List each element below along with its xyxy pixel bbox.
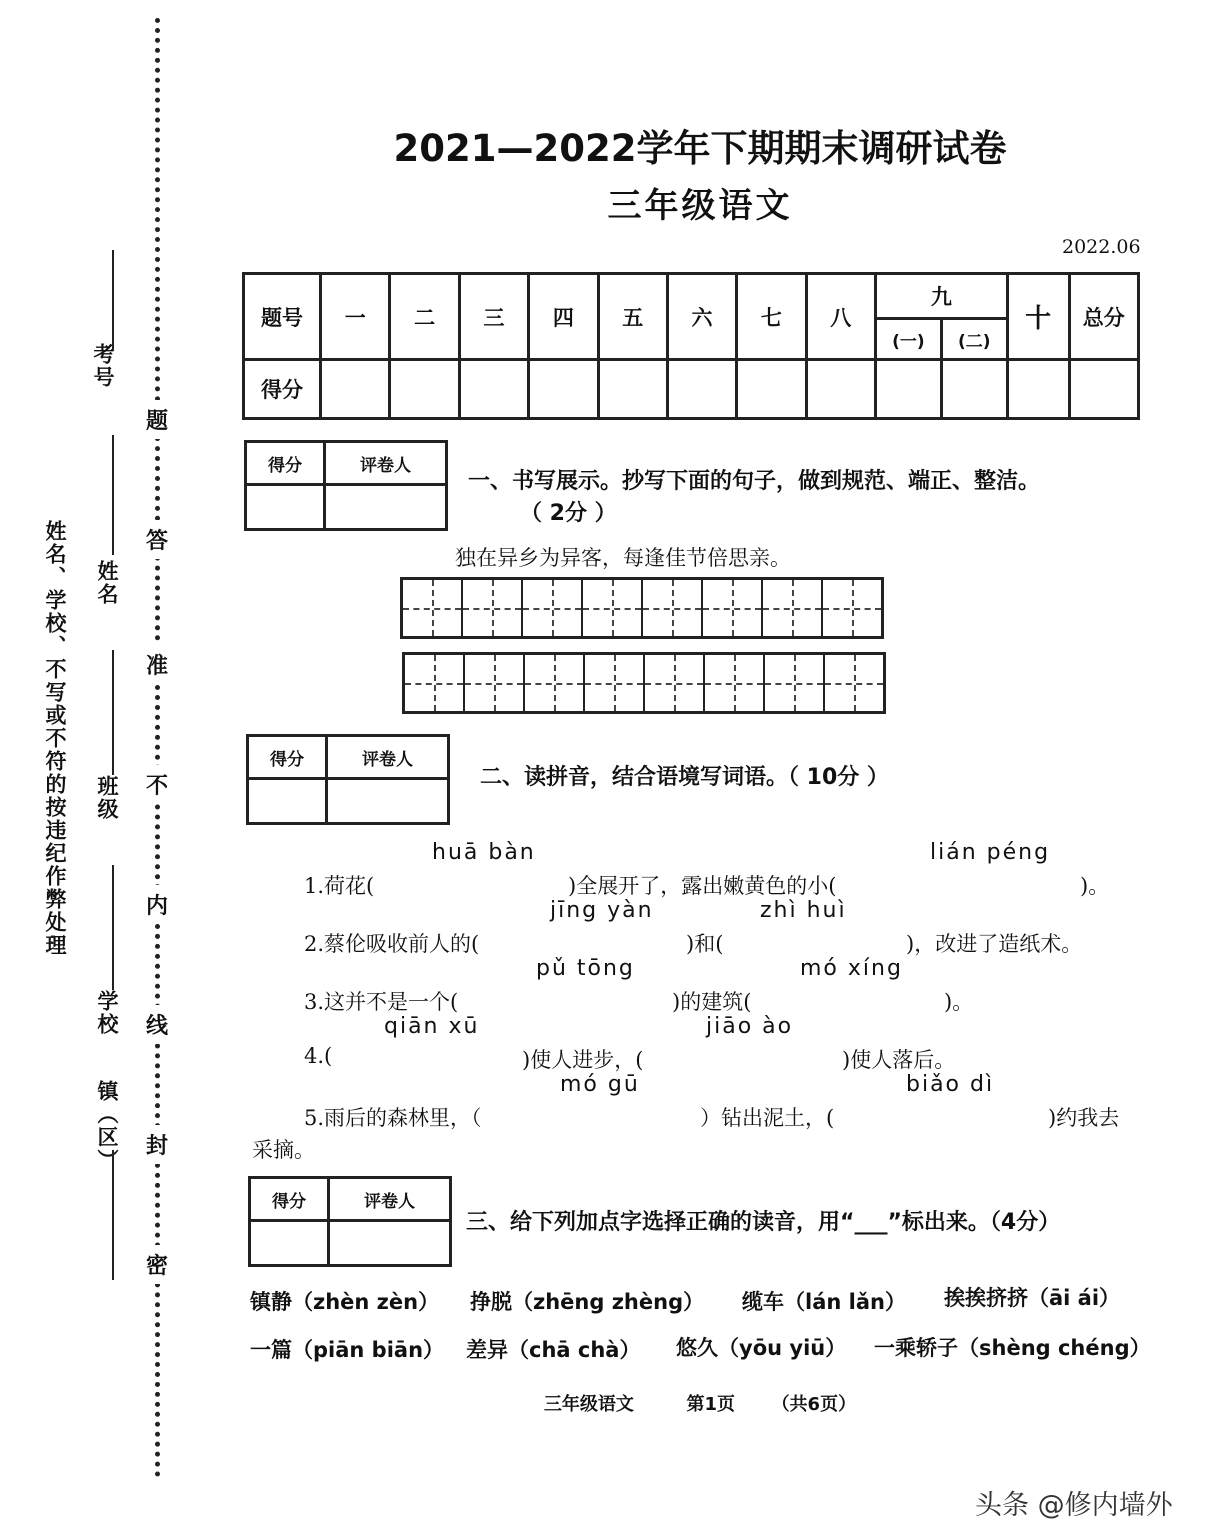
footer-total: （共6页）: [771, 1394, 857, 1415]
field-class: 班级: [95, 775, 119, 821]
exam-title: 2021—2022学年下期期末调研试卷: [393, 127, 1007, 170]
col-header-nine-2: (二): [941, 319, 1007, 360]
field-exam-number-blank[interactable]: [112, 250, 114, 350]
pinyin-4a: qiān xū: [384, 1014, 480, 1039]
section2-title: 二、读拼音，结合语境写词语。（ 10分 ）: [480, 765, 889, 790]
grader-name-cell[interactable]: [327, 779, 449, 824]
col-header: 一: [321, 274, 390, 360]
item4-part3: )使人落后。: [842, 1048, 956, 1072]
grader-name-label: 评卷人: [329, 1178, 451, 1221]
field-name: 姓名: [95, 560, 119, 606]
score-cell[interactable]: [1007, 360, 1069, 419]
score-cell[interactable]: [667, 360, 736, 419]
pinyin-4b: jiāo ào: [706, 1014, 794, 1039]
score-cell[interactable]: [806, 360, 875, 419]
grader-name-cell[interactable]: [325, 485, 447, 530]
pinyin-2b: zhì huì: [760, 898, 847, 923]
pinyin-1a: huā bàn: [432, 840, 536, 865]
item5-part2: ）钻出泥土，(: [700, 1106, 835, 1130]
field-exam-number: 考号: [91, 343, 115, 389]
score-cell[interactable]: [390, 360, 459, 419]
score-cell[interactable]: [875, 360, 941, 419]
item5-part3: )约我去: [1048, 1106, 1120, 1130]
grader-score-cell[interactable]: [246, 485, 325, 530]
item3-part2: )的建筑(: [672, 990, 752, 1014]
section1-points: （ 2分 ）: [520, 501, 617, 526]
item3-part1: 3.这并不是一个(: [304, 990, 459, 1014]
field-school: 学校: [95, 990, 119, 1036]
grader-score-label: 得分: [246, 442, 325, 485]
seal-char: 不: [146, 765, 168, 804]
pinyin-5b: biǎo dì: [906, 1072, 995, 1097]
field-school-blank[interactable]: [112, 865, 114, 990]
grader-box-1: [244, 440, 448, 531]
seal-char: 内: [146, 885, 168, 924]
grader-score-cell[interactable]: [248, 779, 327, 824]
item5-part1: 5.雨后的森林里，（: [304, 1106, 482, 1130]
field-class-blank[interactable]: [112, 650, 114, 775]
score-cell[interactable]: [459, 360, 528, 419]
pinyin-3a: pǔ tōng: [536, 956, 635, 981]
col-header-nine: 九: [875, 274, 1007, 319]
seal-char: 线: [146, 1005, 168, 1044]
reading-option[interactable]: 挨挨挤挤（āi ái）: [944, 1286, 1121, 1310]
grader-score-label: 得分: [248, 736, 327, 779]
exam-date: 2022.06: [1062, 236, 1141, 258]
grader-score-label: 得分: [250, 1178, 329, 1221]
col-header: 四: [529, 274, 598, 360]
seal-char: 密: [146, 1245, 168, 1284]
seal-char: 题: [146, 400, 168, 439]
score-cell[interactable]: [1069, 360, 1138, 419]
score-cell[interactable]: [529, 360, 598, 419]
score-label: 得分: [244, 360, 321, 419]
section3-title: 三、给下列加点字选择正确的读音，用“___”标出来。（4分）: [466, 1210, 1061, 1235]
row-label: 题号: [244, 274, 321, 360]
item2-part3: )，改进了造纸术。: [906, 932, 1083, 956]
score-table: [242, 272, 1140, 420]
field-name-blank[interactable]: [112, 435, 114, 555]
item1-part3: )。: [1080, 874, 1110, 898]
pinyin-5a: mó gū: [560, 1072, 640, 1097]
col-header-nine-1: (一): [875, 319, 941, 360]
grader-name-label: 评卷人: [325, 442, 447, 485]
item1-part2: )全展开了，露出嫩黄色的小(: [568, 874, 837, 898]
section1-title: 一、书写展示。抄写下面的句子，做到规范、端正、整洁。: [468, 469, 1041, 494]
writing-grid-1[interactable]: [400, 577, 884, 639]
grader-name-cell[interactable]: [329, 1221, 451, 1266]
field-town: 镇（区）: [95, 1080, 119, 1172]
field-town-blank[interactable]: [112, 1150, 114, 1280]
item4-part2: )使人进步，(: [522, 1048, 644, 1072]
reading-option[interactable]: 一乘轿子（shèng chéng）: [874, 1336, 1151, 1360]
watermark: 头条 @修内墙外: [975, 1490, 1173, 1521]
grader-score-cell[interactable]: [250, 1221, 329, 1266]
pinyin-2a: jīng yàn: [550, 898, 654, 923]
reading-option[interactable]: 悠久（yōu yiū）: [676, 1336, 847, 1360]
margin-notice: 姓名、学校、不写或不符的按违纪作弊处理: [43, 520, 67, 957]
reading-option[interactable]: 镇静（zhèn zèn）: [250, 1290, 440, 1314]
writing-grid-2[interactable]: [402, 652, 886, 714]
col-header: 二: [390, 274, 459, 360]
exam-subtitle: 三年级语文: [607, 186, 793, 226]
item4-part1: 4.(: [304, 1044, 333, 1068]
item5-continuation: 采摘。: [252, 1138, 315, 1162]
grader-box-2: [246, 734, 450, 825]
col-header: 七: [737, 274, 806, 360]
score-cell[interactable]: [321, 360, 390, 419]
col-header: 五: [598, 274, 667, 360]
grader-box-3: [248, 1176, 452, 1267]
copy-sentence: 独在异乡为异客，每逢佳节倍思亲。: [455, 546, 791, 570]
item1-part1: 1.荷花(: [304, 874, 375, 898]
grader-name-label: 评卷人: [327, 736, 449, 779]
seal-char: 封: [146, 1125, 168, 1164]
seal-char: 准: [146, 645, 168, 684]
item2-part2: )和(: [686, 932, 724, 956]
reading-option[interactable]: 缆车（lán lǎn）: [742, 1290, 906, 1314]
reading-option[interactable]: 差异（chā chà）: [466, 1338, 641, 1362]
score-cell[interactable]: [598, 360, 667, 419]
footer-page: 第1页: [686, 1394, 735, 1415]
pinyin-1b: lián péng: [930, 840, 1051, 865]
col-header-total: 总分: [1069, 274, 1138, 360]
score-cell[interactable]: [941, 360, 1007, 419]
reading-option[interactable]: 一篇（piān biān）: [250, 1338, 445, 1362]
footer-subject: 三年级语文: [543, 1394, 634, 1415]
seal-char: 答: [146, 520, 168, 559]
item3-part3: )。: [944, 990, 974, 1014]
pinyin-3b: mó xíng: [800, 956, 903, 981]
col-header-ten: 十: [1007, 274, 1069, 360]
col-header: 六: [667, 274, 736, 360]
col-header: 三: [459, 274, 528, 360]
page-footer: [0, 1390, 1226, 1416]
item2-part1: 2.蔡伦吸收前人的(: [304, 932, 480, 956]
col-header: 八: [806, 274, 875, 360]
score-cell[interactable]: [737, 360, 806, 419]
reading-option[interactable]: 挣脱（zhēng zhèng）: [470, 1290, 705, 1314]
